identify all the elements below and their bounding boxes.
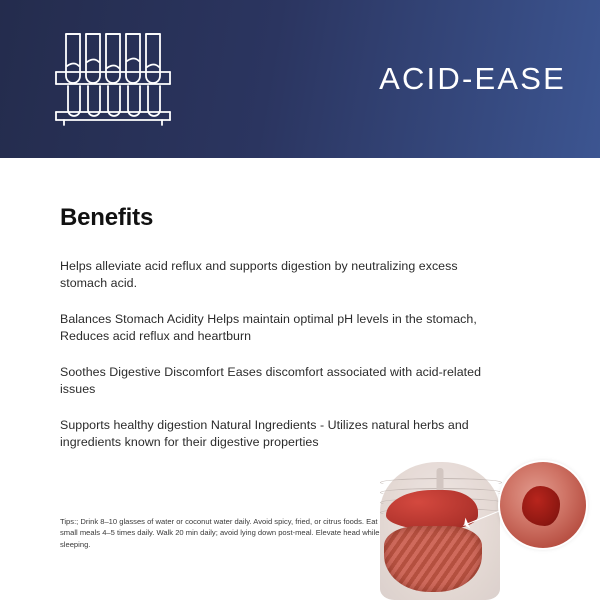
intestine-shape	[384, 526, 482, 592]
tips-text: Tips:; Drink 8–10 glasses of water or coconut water daily. Avoid spicy, fried, or citrus foods. Eat small meals 4–5 times daily. Walk 20 min daily; avoid lying down post-meal. Elevate head while sleeping.	[60, 517, 380, 549]
page-header	[0, 0, 600, 158]
stomach-lining-closeup	[500, 462, 586, 548]
benefits-list	[60, 258, 492, 470]
list-item: Supports healthy digestion Natural Ingredients - Utilizes natural herbs and ingredients known for their digestive properties	[60, 418, 469, 449]
list-item: Balances Stomach Acidity Helps maintain optimal pH levels in the stomach, Reduces acid reflux and heartburn	[60, 312, 477, 343]
test-tube-rack-icon	[52, 28, 192, 128]
page-title: Benefits	[60, 204, 154, 231]
list-item: Helps alleviate acid reflux and supports digestion by neutralizing excess stomach acid.	[60, 259, 458, 290]
list-item: Soothes Digestive Discomfort Eases discomfort associated with acid-related issues	[60, 365, 482, 396]
human-digestive-system-illustration	[360, 450, 592, 600]
brand-title: ACID-EASE	[379, 61, 566, 96]
page-content	[0, 158, 600, 600]
